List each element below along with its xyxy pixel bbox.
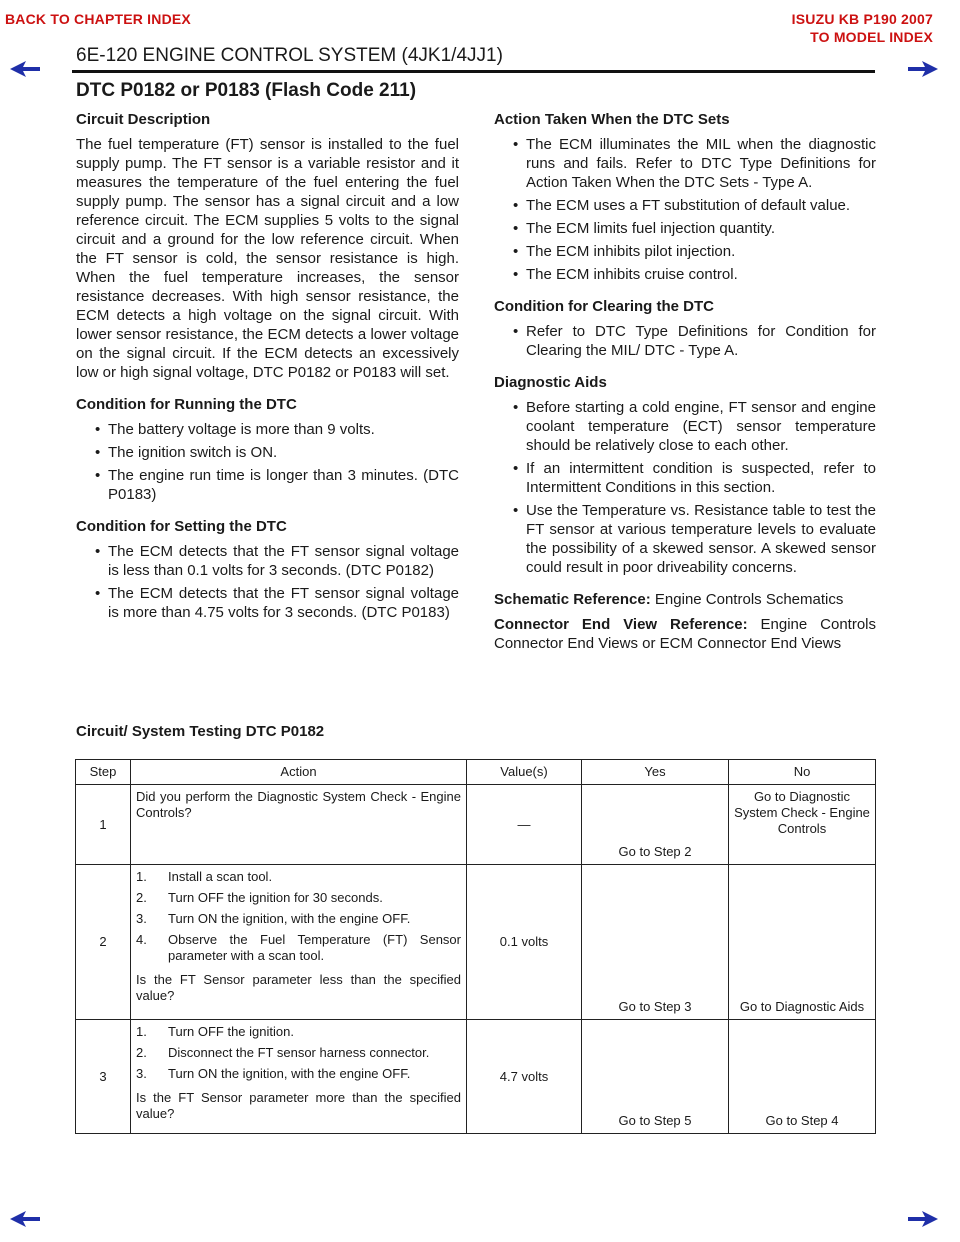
circuit-description-heading: Circuit Description	[76, 111, 211, 128]
schematic-reference-link[interactable]: Engine Controls Schematics	[650, 591, 844, 608]
doc-id-link[interactable]: ISUZU KB P190 2007	[791, 11, 933, 27]
action-taken-list	[494, 135, 876, 284]
back-to-chapter-index-link[interactable]: BACK TO CHAPTER INDEX	[5, 11, 191, 27]
list-item: • The ECM limits fuel injection quantity.	[494, 219, 876, 238]
schematic-reference	[494, 590, 876, 609]
schematic-reference-label: Schematic Reference:	[494, 591, 651, 608]
clearing-conditions-list	[494, 322, 876, 360]
prev-page-arrow-bottom-icon[interactable]	[10, 1210, 40, 1228]
running-conditions-heading: Condition for Running the DTC	[76, 396, 297, 413]
circuit-description-text: The fuel temperature (FT) sensor is installed to the fuel supply pump. The FT sensor is a variable resistor and it measures the temperature of the fuel entering the fuel supply pump. The sensor has a signal circuit and a low reference circuit. The ECM supplies 5 volts to the signal circuit and a ground for the low reference circuit. When the FT sensor is cold, the sensor resistance is high. When the fuel temperature increases, the sensor resistance decreases. With high sensor resistance, the ECM detects a high voltage on the signal circuit. With lower sensor resistance, the ECM detects a lower voltage on the signal circuit. If the ECM detects an excessively low or high signal voltage, DTC P0182 or P0183 will set.	[76, 136, 459, 381]
step-action	[131, 785, 467, 865]
header-rule	[72, 70, 875, 73]
list-item: • The engine run time is longer than 3 minutes. (DTC P0183)	[76, 466, 459, 504]
step-yes[interactable]: Go to Step 5	[582, 1020, 729, 1134]
step-question: Is the FT Sensor parameter more than the specified value?	[136, 1090, 461, 1121]
list-item: 3. Turn ON the ignition, with the engine OFF.	[136, 911, 411, 926]
model-index-link[interactable]: TO MODEL INDEX	[810, 29, 933, 45]
list-item: • The ECM detects that the FT sensor signal voltage is less than 0.1 volts for 3 seconds. (DTC P0182)	[76, 542, 459, 580]
prev-page-arrow-icon[interactable]	[10, 60, 40, 78]
next-page-arrow-icon[interactable]	[908, 60, 938, 78]
step-yes[interactable]: Go to Step 3	[582, 865, 729, 1020]
header-action: Action	[131, 760, 467, 785]
diagnostic-steps-table	[75, 759, 876, 1134]
step-no[interactable]: Go to Diagnostic System Check - Engine Controls	[729, 785, 876, 865]
action-taken-heading: Action Taken When the DTC Sets	[494, 111, 730, 128]
setting-conditions-heading: Condition for Setting the DTC	[76, 518, 287, 535]
table-caption: Circuit/ System Testing DTC P0182	[76, 723, 325, 740]
setting-conditions-list	[76, 542, 459, 622]
diagnostic-aids-list	[494, 398, 876, 577]
header-step: Step	[76, 760, 131, 785]
list-item: • The ECM detects that the FT sensor signal voltage is more than 4.75 volts for 3 seconds. (DTC P0183)	[76, 584, 459, 622]
table-row	[76, 785, 876, 865]
list-item: 3. Turn ON the ignition, with the engine OFF.	[136, 1066, 411, 1081]
connector-reference	[494, 615, 876, 653]
clearing-conditions-heading: Condition for Clearing the DTC	[494, 298, 714, 315]
header-yes: Yes	[582, 760, 729, 785]
right-column	[494, 110, 876, 666]
table-row	[76, 1020, 876, 1134]
list-item: 2. Disconnect the FT sensor harness connector.	[136, 1045, 430, 1060]
running-conditions-list	[76, 420, 459, 504]
step-value: —	[467, 785, 582, 865]
step-number: 1	[76, 785, 131, 865]
header-values: Value(s)	[467, 760, 582, 785]
step-intro: Did you perform the Diagnostic System Check - Engine Controls?	[136, 789, 461, 820]
table-header-row	[76, 760, 876, 785]
list-item: • The ECM uses a FT substitution of default value.	[494, 196, 876, 215]
step-question: Is the FT Sensor parameter less than the specified value?	[136, 972, 461, 1003]
step-no[interactable]: Go to Step 4	[729, 1020, 876, 1134]
step-number: 2	[76, 865, 131, 1020]
list-item: • If an intermittent condition is suspected, refer to Intermittent Conditions in this section.	[494, 459, 876, 497]
substep-list	[136, 1024, 461, 1082]
step-value: 0.1 volts	[467, 865, 582, 1020]
section-title: DTC P0182 or P0183 (Flash Code 211)	[76, 80, 417, 101]
list-item: • Before starting a cold engine, FT sensor and engine coolant temperature (ECT) sensor temperature should be relatively close to each other.	[494, 398, 876, 455]
substep-list	[136, 869, 461, 964]
list-item: 2. Turn OFF the ignition for 30 seconds.	[136, 890, 383, 905]
list-item: • The ECM illuminates the MIL when the diagnostic runs and fails. Refer to DTC Type Definitions for Action Taken When the DTC Sets - Type A.	[494, 135, 876, 192]
list-item: • Use the Temperature vs. Resistance table to test the FT sensor at various temperature levels to evaluate the possibility of a skewed sensor. A skewed sensor could result in poor driveability concerns.	[494, 501, 876, 577]
page-header: 6E-120 ENGINE CONTROL SYSTEM (4JK1/4JJ1)	[76, 45, 503, 66]
list-item: • The ECM inhibits pilot injection.	[494, 242, 876, 261]
connector-reference-label: Connector End View Reference:	[494, 616, 748, 633]
connector-reference-link[interactable]: Engine Controls Connector End Views or ECM Connector End Views	[494, 616, 876, 652]
step-action	[131, 865, 467, 1020]
left-column	[76, 110, 459, 635]
step-number: 3	[76, 1020, 131, 1134]
diagnostic-aids-heading: Diagnostic Aids	[494, 374, 607, 391]
table-row	[76, 865, 876, 1020]
list-item: • The battery voltage is more than 9 volts.	[76, 420, 459, 439]
header-no: No	[729, 760, 876, 785]
list-item: • Refer to DTC Type Definitions for Condition for Clearing the MIL/ DTC - Type A.	[494, 322, 876, 360]
step-value: 4.7 volts	[467, 1020, 582, 1134]
step-no[interactable]: Go to Diagnostic Aids	[729, 865, 876, 1020]
step-action	[131, 1020, 467, 1134]
next-page-arrow-bottom-icon[interactable]	[908, 1210, 938, 1228]
list-item: 1. Turn OFF the ignition.	[136, 1024, 294, 1039]
list-item: • The ignition switch is ON.	[76, 443, 459, 462]
list-item: • The ECM inhibits cruise control.	[494, 265, 876, 284]
step-yes[interactable]: Go to Step 2	[582, 785, 729, 865]
list-item: 4. Observe the Fuel Temperature (FT) Sensor parameter with a scan tool.	[136, 932, 461, 963]
list-item: 1. Install a scan tool.	[136, 869, 273, 884]
